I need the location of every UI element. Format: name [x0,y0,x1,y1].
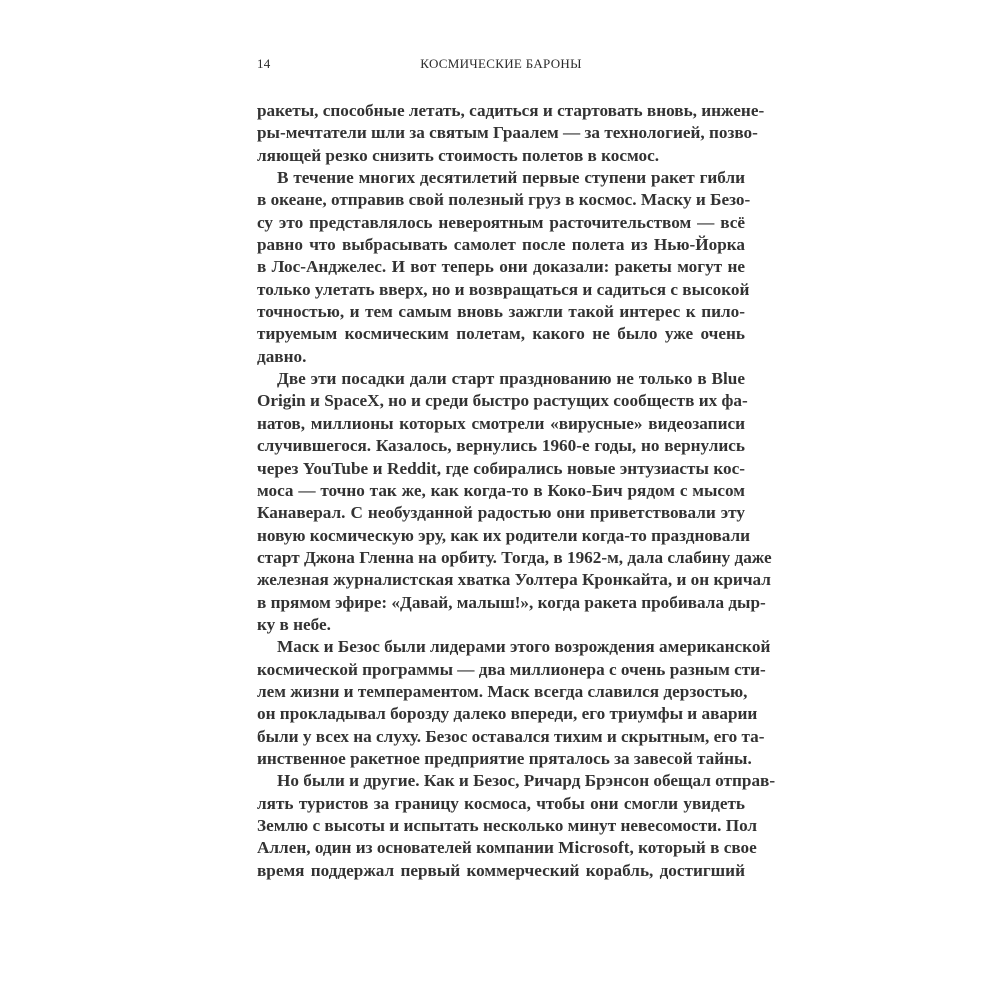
text-line: моса — точно так же, как когда-то в Коко-Бич рядом с мысом [257,480,745,500]
text-line: су это представлялось невероятным расточительством — всё [257,212,745,232]
text-line: через YouTube и Reddit, где собирались новые энтузиасты кос- [257,458,745,478]
text-line: Две эти посадки дали старт празднованию не только в Blue [277,369,745,389]
paragraph [257,368,772,636]
text-line: Канаверал. С необузданной радостью они приветствовали эту [257,503,745,523]
text-line: новую космическую эру, как их родители когда-то праздновали [257,525,751,545]
text-line: он прокладывал борозду далеко впереди, его триумфы и аварии [257,704,758,724]
text-line: старт Джона Гленна на орбиту. Тогда, в 1962-м, дала слабину даже [257,547,772,567]
paragraph [257,167,751,368]
page-header [257,52,745,78]
text-line: в Лос-Анджелес. И вот теперь они доказали: ракеты могут не [257,257,745,277]
text-line: в океане, отправив свой полезный груз в космос. Маску и Безо- [257,190,751,210]
paragraph [257,100,765,167]
text-line: Маск и Безос были лидерами этого возрождения американской [277,637,771,657]
text-line: В течение многих десятилетий первые ступени ракет гибли [277,168,745,188]
text-line: были у всех на слуху. Безос оставался тихим и скрытным, его та- [257,726,765,746]
book-page [257,52,776,882]
page-number: 14 [257,56,271,71]
text-line: точностью, и тем самым вновь зажгли такой интерес к пило- [257,302,745,322]
text-line: Аллен, один из основателей компании Microsoft, который в свое [257,838,757,858]
text-line: Но были и другие. Как и Безос, Ричард Брэнсон обещал отправ- [277,771,776,791]
text-line: лем жизни и темпераментом. Маск всегда славился дерзостью, [257,681,748,701]
text-line: ляющей резко снизить стоимость полетов в космос. [257,145,659,165]
text-line: давно. [257,346,307,366]
text-line: Origin и SpaceX, но и среди быстро растущих сообществ их фа- [257,391,748,411]
text-line: ры-мечтатели шли за святым Граалем — за технологией, позво- [257,123,758,143]
paragraph [257,770,776,882]
text-line: космической программы — два миллионера с очень разным сти- [257,659,766,679]
text-line: инственное ракетное предприятие пряталось за завесой тайны. [257,748,752,768]
text-line: время поддержал первый коммерческий корабль, достигший [257,860,745,880]
body-text [257,100,776,882]
text-line: тируемым космическим полетам, какого не было уже очень [257,324,745,344]
text-line: лять туристов за границу космоса, чтобы они смогли увидеть [257,793,745,813]
text-line: случившегося. Казалось, вернулись 1960-е годы, но вернулись [257,436,745,456]
text-line: в прямом эфире: «Давай, малыш!», когда ракета пробивала дыр- [257,592,766,612]
text-line: ракеты, способные летать, садиться и стартовать вновь, инжене- [257,101,765,120]
text-line: Землю с высоты и испытать несколько минут невесомости. Пол [257,816,758,835]
text-line: натов, миллионы которых смотрели «вирусные» видеозаписи [257,413,745,433]
text-line: равно что выбрасывать самолет после полета из Нью-Йорка [257,235,745,255]
text-line: ку в небе. [257,614,331,634]
running-title: КОСМИЧЕСКИЕ БАРОНЫ [420,56,582,71]
paragraph [257,636,771,770]
text-line: только улетать вверх, но и возвращаться и садиться с высокой [257,279,750,299]
text-line: железная журналистская хватка Уолтера Кронкайта, и он кричал [257,570,771,590]
